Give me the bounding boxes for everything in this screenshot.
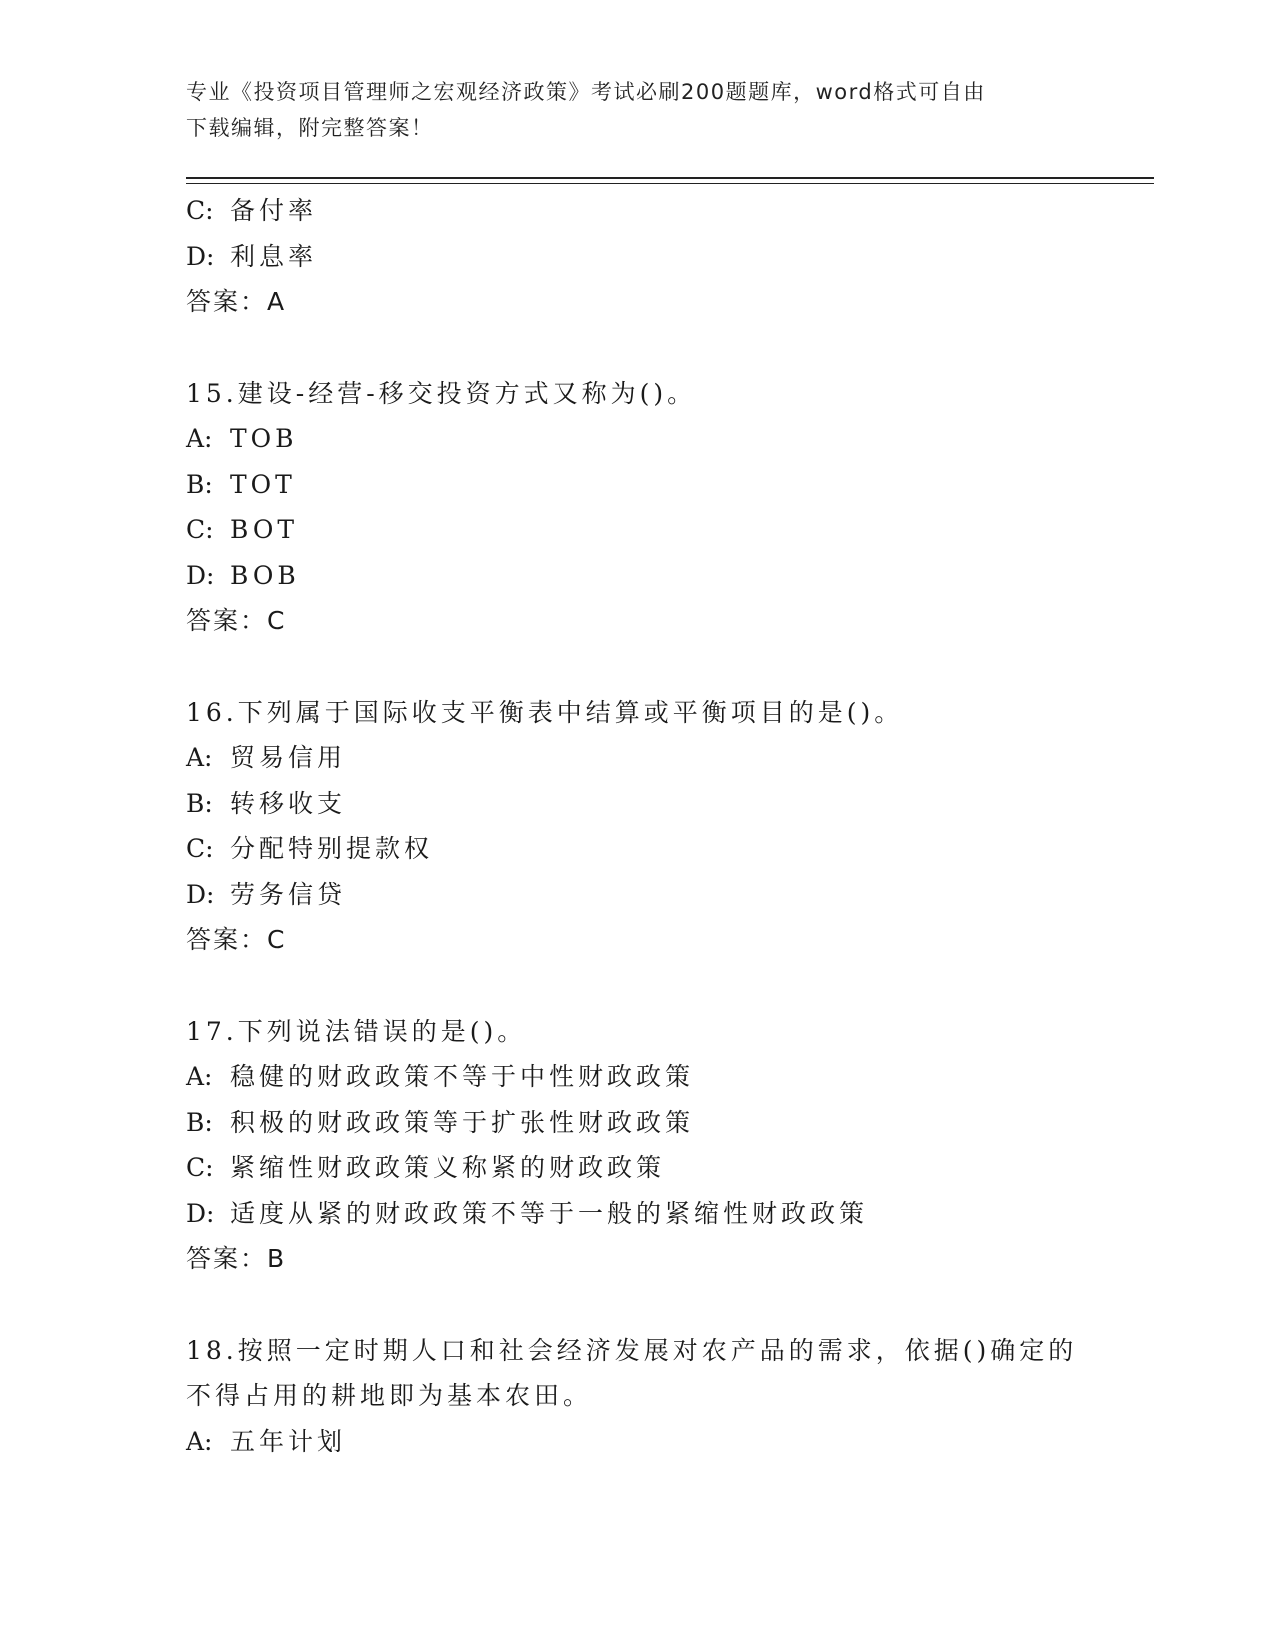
option-a [186,735,1086,781]
option-text: BOT [230,515,299,544]
answer-line: 答案：C [186,606,287,635]
question-block-16 [186,690,1086,963]
option-text: 适度从紧的财政政策不等于一般的紧缩性财政政策 [230,1198,869,1228]
option-label: C: [186,1153,214,1182]
question-text-line-1: 18.按照一定时期人口和社会经济发展对农产品的需求，依据()确定的 [186,1335,1078,1365]
spacer [186,963,1086,1009]
option-c [186,188,1086,234]
option-text: 贸易信用 [230,743,347,772]
document-header [186,74,1086,146]
option-text: 五年计划 [230,1426,347,1456]
option-text: 积极的财政政策等于扩张性财政政策 [230,1107,695,1137]
option-text: 备付率 [230,196,318,225]
option-d [186,234,1086,280]
option-text: 转移收支 [230,788,347,818]
question-block-18 [186,1328,1086,1465]
option-label: C: [186,515,214,544]
option-label: B: [186,469,213,499]
option-text: TOT [230,469,296,499]
option-label: B: [186,1107,213,1137]
option-label: D: [186,560,215,590]
option-d [186,872,1086,918]
option-label: C: [186,834,214,863]
option-label: D: [186,241,215,271]
option-text: 劳务信贷 [230,879,347,909]
option-b [186,1100,1086,1146]
option-label: A: [186,424,213,453]
option-c [186,1145,1086,1191]
answer-line: 答案：C [186,925,287,954]
option-c [186,826,1086,872]
option-text: 分配特别提款权 [230,834,434,863]
option-label: C: [186,196,214,225]
option-text: TOB [230,424,298,453]
question-text: 16.下列属于国际收支平衡表中结算或平衡项目的是()。 [186,697,904,727]
question-text: 15.建设-经营-移交投资方式又称为()。 [186,378,697,408]
answer-line: 答案：B [186,1244,287,1273]
spacer [186,325,1086,371]
question-block-17 [186,1009,1086,1282]
header-line-2: 下载编辑，附完整答案！ [186,116,434,140]
answer-line: 答案：A [186,287,287,316]
question-block-15 [186,371,1086,644]
option-a [186,416,1086,462]
option-b [186,781,1086,827]
option-a [186,1054,1086,1100]
header-divider-thin [186,183,1154,184]
option-label: A: [186,1426,213,1456]
spacer [186,644,1086,690]
option-text: 利息率 [230,241,318,271]
option-text: 稳健的财政政策不等于中性财政政策 [230,1062,695,1091]
option-label: A: [186,1062,213,1091]
question-block-14 [186,188,1086,325]
option-d [186,1191,1086,1237]
option-label: D: [186,879,215,909]
option-label: B: [186,788,213,818]
question-list [186,188,1086,1464]
question-text-line-2: 不得占用的耕地即为基本农田。 [186,1381,593,1410]
option-d [186,553,1086,599]
option-a [186,1419,1086,1465]
option-b [186,462,1086,508]
option-label: D: [186,1198,215,1228]
question-text: 17.下列说法错误的是()。 [186,1016,527,1046]
header-line-1: 专业《投资项目管理师之宏观经济政策》考试必刷200题题库，word格式可自由 [186,80,986,104]
spacer [186,1282,1086,1328]
option-text: BOB [230,560,300,590]
header-divider-thick [186,177,1154,179]
option-c [186,507,1086,553]
option-label: A: [186,743,213,772]
option-text: 紧缩性财政政策义称紧的财政政策 [230,1153,666,1182]
